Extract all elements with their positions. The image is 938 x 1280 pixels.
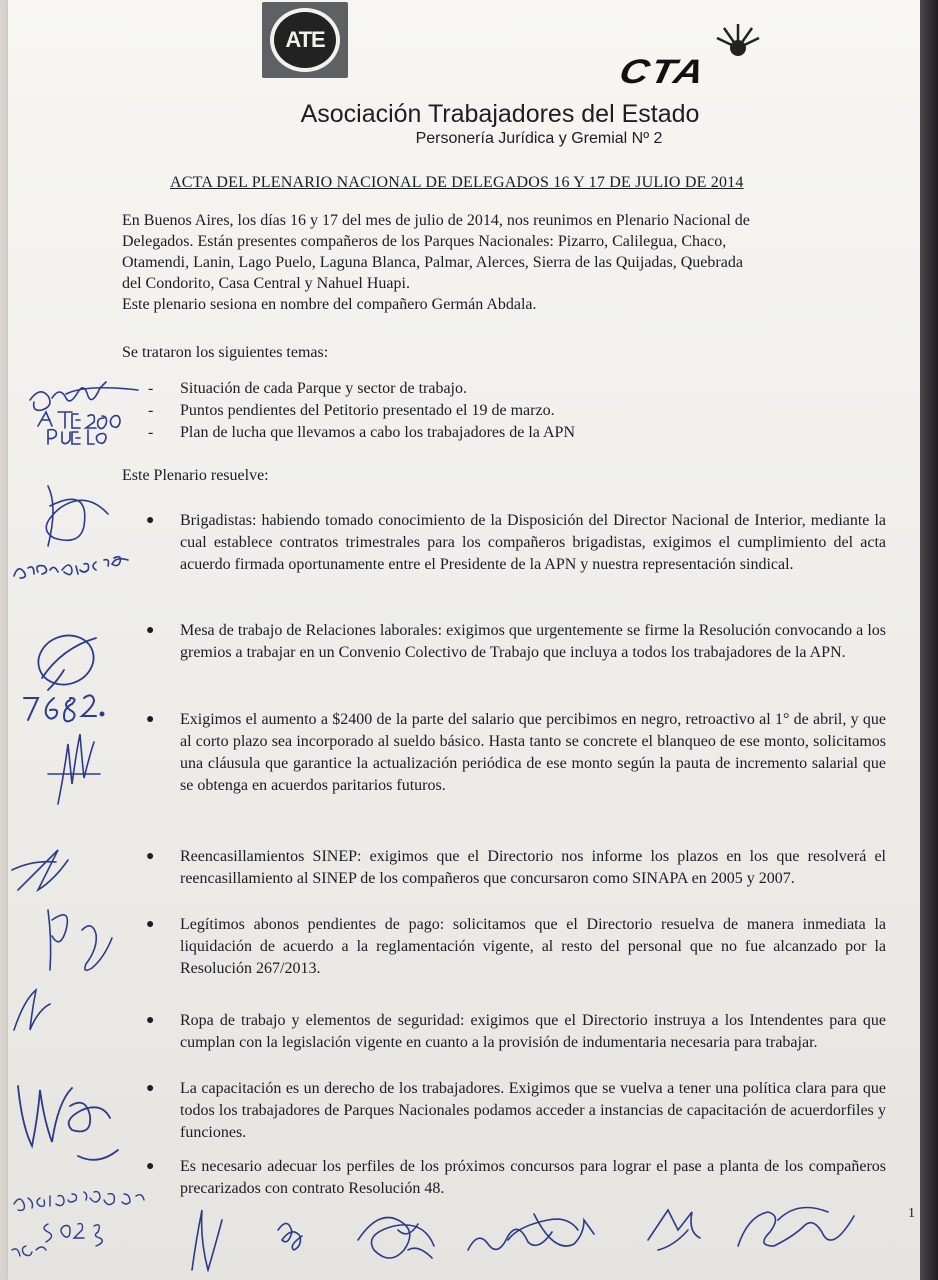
page-number: 1 xyxy=(908,1206,915,1221)
intro-line: Otamendi, Lanin, Lago Puelo, Laguna Blanca, Palmar, Alerces, Sierra de las Quijadas, Quebrada xyxy=(122,254,743,271)
signature-scribble-3 xyxy=(38,900,128,990)
document-page xyxy=(8,0,920,1280)
signature-scribble-4 xyxy=(8,980,68,1040)
list-item: - Situación de cada Parque y sector de trabajo. xyxy=(148,380,467,397)
intro-line: Este plenario sesiona en nombre del compañero Germán Abdala. xyxy=(122,296,537,313)
org-subtitle: Personería Jurídica y Gremial Nº 2 xyxy=(415,130,663,147)
resolution-item: ● La capacitación es un derecho de los trabajadores. Exigimos que se vuelva a tener una política clara para que todos los trabajadores de Parques Nacionales podamos acceder a instancias de capacitación de acuerdorfiles y funciones. xyxy=(146,1078,886,1144)
intro-line: En Buenos Aires, los días 16 y 17 del mes de julio de 2014, nos reunimos en Plenario Nacional de xyxy=(122,212,750,229)
handwritten-note-1 xyxy=(8,370,148,460)
signature-bottom-left xyxy=(8,1180,188,1280)
signature-scribble-5 xyxy=(8,1066,128,1176)
intro-line: del Condorito, Casa Central y Nahuel Huapi. xyxy=(122,275,410,292)
resolution-item: ● Brigadistas: habiendo tomado conocimiento de la Disposición del Director Nacional de Interior, mediante la cual establece contratos trimestrales para los compañeros brigadistas, exigimos el cumplimiento del acta acuerdo firmada oportunamente entre el Presidente de la APN y nuestra representación sindical. xyxy=(146,510,886,576)
handwritten-note-3 xyxy=(8,476,148,596)
signature-scribble-2 xyxy=(8,830,88,910)
resolution-item: ● Exigimos el aumento a $2400 de la parte del salario que percibimos en negro, retroactivo al 1° de abril, y que al corto plazo sea incorporado al sueldo básico. Hasta tanto se concrete el blanqueo de ese monto, solicitamos una cláusula que garantice la actualización periódica de ese monto según la pauta de incremento salarial que se obtenga en acuerdos paritarios futuros. xyxy=(146,709,886,797)
resolution-item: ● Mesa de trabajo de Relaciones laborales: exigimos que urgentemente se firme la Resolución convocando a los gremios a trabajar en un Convenio Colectivo de Trabajo que incluya a todos los trabajadores de la APN. xyxy=(146,620,886,664)
background-edge xyxy=(920,0,938,1280)
signature-scribble-1 xyxy=(38,724,118,814)
document-title: ACTA DEL PLENARIO NACIONAL DE DELEGADOS 16 Y 17 DE JULIO DE 2014 xyxy=(170,174,744,191)
signatures-bottom-row xyxy=(178,1190,898,1280)
list-item: - Plan de lucha que llevamos a cabo los trabajadores de la APN xyxy=(148,424,575,441)
bullet-icon: ● xyxy=(146,917,155,932)
bullet-icon: ● xyxy=(146,623,155,638)
ate-logo-text: ATE xyxy=(274,12,336,68)
resolution-item: ● Legítimos abonos pendientes de pago: solicitamos que el Directorio resuelva de manera inmediata la liquidación de acuerdo a la reglamentación vigente, al resto del personal que no fue alcanzado por la Resolución 267/2013. xyxy=(146,914,886,980)
intro-paragraph xyxy=(122,210,870,315)
bullet-icon: ● xyxy=(146,1159,155,1174)
bullet-icon: ● xyxy=(146,1013,155,1028)
ate-logo xyxy=(262,2,348,78)
sun-icon xyxy=(714,22,762,62)
bullet-icon: ● xyxy=(146,712,155,727)
list-item: - Puntos pendientes del Petitorio presentado el 19 de marzo. xyxy=(148,402,555,419)
intro-line: Delegados. Están presentes compañeros de los Parques Nacionales: Pizarro, Calilegua, Chaco, xyxy=(122,233,727,250)
resolution-item: ● Reencasillamientos SINEP: exigimos que el Directorio nos informe los plazos en los que resolverá el reencasillamiento al SINEP de los compañeros que concursaron como SINAPA en 2005 y 2007. xyxy=(146,846,886,890)
resolution-item: ● Es necesario adecuar los perfiles de los próximos concursos para lograr el pase a planta de los compañeros precarizados con contrato Resolución 48. xyxy=(146,1156,886,1200)
bullet-icon: ● xyxy=(146,1081,155,1096)
bullet-icon: ● xyxy=(146,513,155,528)
resolution-item: ● Ropa de trabajo y elementos de seguridad: exigimos que el Directorio instruya a los Intendentes para que cumplan con la legislación vigente en cuanto a la provisión de indumentaria necesaria para trabajar. xyxy=(146,1010,886,1054)
resolves-label: Este Plenario resuelve: xyxy=(122,467,269,484)
cta-logo xyxy=(616,22,776,91)
org-title: Asociación Trabajadores del Estado xyxy=(300,100,700,128)
topics-intro: Se trataron los siguientes temas: xyxy=(122,344,329,361)
topics-list xyxy=(148,380,748,446)
cta-logo-text: CTA xyxy=(616,53,710,91)
bullet-icon: ● xyxy=(146,849,155,864)
